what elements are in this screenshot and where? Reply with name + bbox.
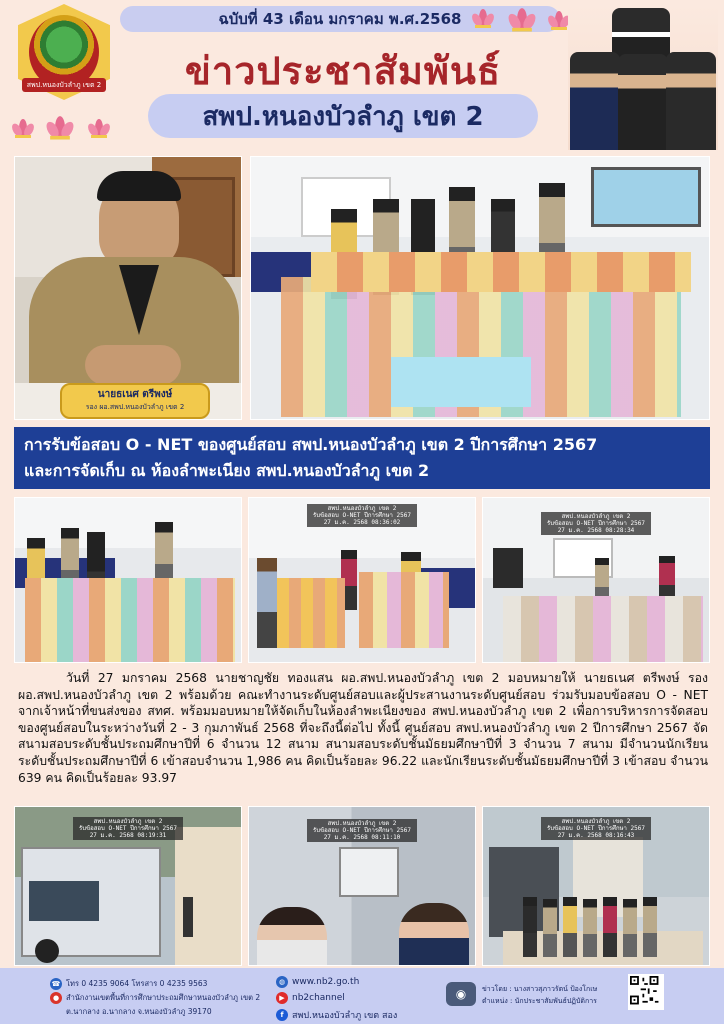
photo-timestamp: สพป.หนองบัวลำภู เขต 2 รับข้อสอบ O-NET ปีการศึกษา 2567 27 ม.ค. 2568 08:11:10 [307, 819, 417, 842]
delivery-truck-photo [14, 806, 242, 966]
location-icon: ● [50, 992, 62, 1004]
credit-position: ตำแหน่ง : นักประชาสัมพันธ์ปฏิบัติการ [482, 997, 597, 1005]
camera-badge [446, 982, 476, 1006]
website-link[interactable]: ◍ www.nb2.go.th [276, 976, 359, 988]
executive-figure [618, 54, 668, 150]
office-subtitle: สพป.หนองบัวลำภู เขต 2 [148, 94, 538, 138]
address-contact: ● สำนักงานเขตพื้นที่การศึกษาประถมศึกษาหนองบัวลำภู เขต 2 [50, 992, 260, 1004]
issue-line: ฉบับที่ 43 เดือน มกราคม พ.ศ.2568 [120, 6, 560, 32]
newsletter-title: ข่าวประชาสัมพันธ์ [184, 49, 502, 93]
photo-timestamp: สพป.หนองบัวลำภู เขต 2 รับข้อสอบ O-NET ปีการศึกษา 2567 27 ม.ค. 2568 08:28:34 [541, 512, 651, 535]
headline-line-2: และการจัดเก็บ ณ ห้องลำพะเนียง สพป.หนองบัวลำภู เขต 2 [24, 461, 430, 480]
footer [0, 968, 724, 1024]
photo-timestamp: สพป.หนองบัวลำภู เขต 2 รับข้อสอบ O-NET ปีการศึกษา 2567 27 ม.ค. 2568 08:36:02 [307, 504, 417, 527]
storage-room-photo [248, 806, 476, 966]
globe-icon: ◍ [276, 976, 288, 988]
facebook-link[interactable]: f สพป.หนองบัวลำภู เขต สอง [276, 1008, 397, 1022]
lotus-icon [10, 116, 36, 138]
lotus-icon [86, 116, 112, 138]
receiving-photo-2 [248, 497, 476, 663]
headline-banner [14, 427, 710, 489]
credit-author: ข่าวโดย : นางสาวสุภาวรัตน์ ป้องโกเษ [482, 985, 598, 993]
executive-figure [570, 52, 620, 150]
receiving-photo-3 [482, 497, 710, 663]
person-name: นายธเนศ ตรีพงษ์ [97, 389, 173, 400]
phone-icon: ☎ [51, 980, 61, 988]
camera-icon: ◉ [446, 982, 476, 1006]
news-body: วันที่ 27 มกราคม 2568 นายชาญชัย ทองแสน ผอ.สพป.หนองบัวลำภู เขต 2 มอบหมายให้ นายธเนศ ตรีพงษ์ รอง ผอ.สพป.หนองบัวลำภู เขต 2 พร้อมด้วย คณะทำงานระดับศูนย์สอบและผู้ประสานงานระดับศูนย์สอบ ร่วมรับมอบข้อสอบ O - NET จากเจ้าหน้าที่ขนส่งของ สทศ. พร้อมมอบหมายให้จัดเก็บในห้องลำพะเนียงของ สพป.หนองบัวลำภู เขต 2 เพื่อการบริหารการจัดสอบของศูนย์สอบในระหว่างวันที่ 2 - 3 กุมภาพันธ์ 2568 ที่จะถึงนี้ต่อไป ทั้งนี้ ศูนย์สอบ สพป.หนองบัวลำภู เขต 2 ปีการศึกษา 2567 จัดสนามสอบระดับชั้นประถมศึกษาปีที่ 6 จำนวน 12 สนาม สนามสอบระดับชั้นมัธยมศึกษาปีที่ 3 จำนวน 7 สนาม มีจำนวนนักเรียนระดับชั้นประถมศึกษาปีที่ 6 เข้าสอบจำนวน 1,986 คน คิดเป็นร้อยละ 96.22 และนักเรียนระดับชั้นมัธยมศึกษาปีที่ 3 เข้าสอบ จำนวน 639 คน คิดเป็นร้อยละ 93.97 [18, 671, 708, 785]
person-position: รอง ผอ.สพป.หนองบัวลำภู เขต 2 [85, 403, 185, 411]
youtube-icon: ▶ [276, 992, 288, 1004]
logo-label: สพป.หนองบัวลำภู เขต 2 [22, 78, 106, 92]
facebook-icon: f [276, 1009, 288, 1021]
photo-timestamp: สพป.หนองบัวลำภู เขต 2 รับข้อสอบ O-NET ปีการศึกษา 2567 27 ม.ค. 2568 08:19:31 [73, 817, 183, 840]
lotus-icon [44, 112, 76, 140]
team-outdoor-photo [482, 806, 710, 966]
qr-code-icon[interactable] [628, 974, 664, 1010]
executive-figure [666, 52, 716, 150]
portrait-photo [14, 156, 242, 420]
newsletter-header [0, 0, 724, 150]
phone-contact: ☎ โทร 0 4235 9064 โทรสาร 0 4235 9563 [51, 979, 208, 988]
address-line-2: ต.นากลาง อ.นากลาง จ.หนองบัวลำภู 39170 [66, 1007, 212, 1016]
receiving-photo-1 [14, 497, 242, 663]
executives-photo [568, 6, 718, 150]
youtube-link[interactable]: ▶ nb2channel [276, 992, 345, 1004]
warehouse-group-photo [250, 156, 710, 420]
lotus-icon [506, 4, 538, 32]
photo-timestamp: สพป.หนองบัวลำภู เขต 2 รับข้อสอบ O-NET ปีการศึกษา 2567 27 ม.ค. 2568 08:16:43 [541, 817, 651, 840]
lotus-icon [470, 6, 496, 28]
person-name-tag [60, 383, 210, 419]
headline-line-1: การรับข้อสอบ O - NET ของศูนย์สอบ สพป.หนองบัวลำภู เขต 2 ปีการศึกษา 2567 [24, 435, 598, 454]
